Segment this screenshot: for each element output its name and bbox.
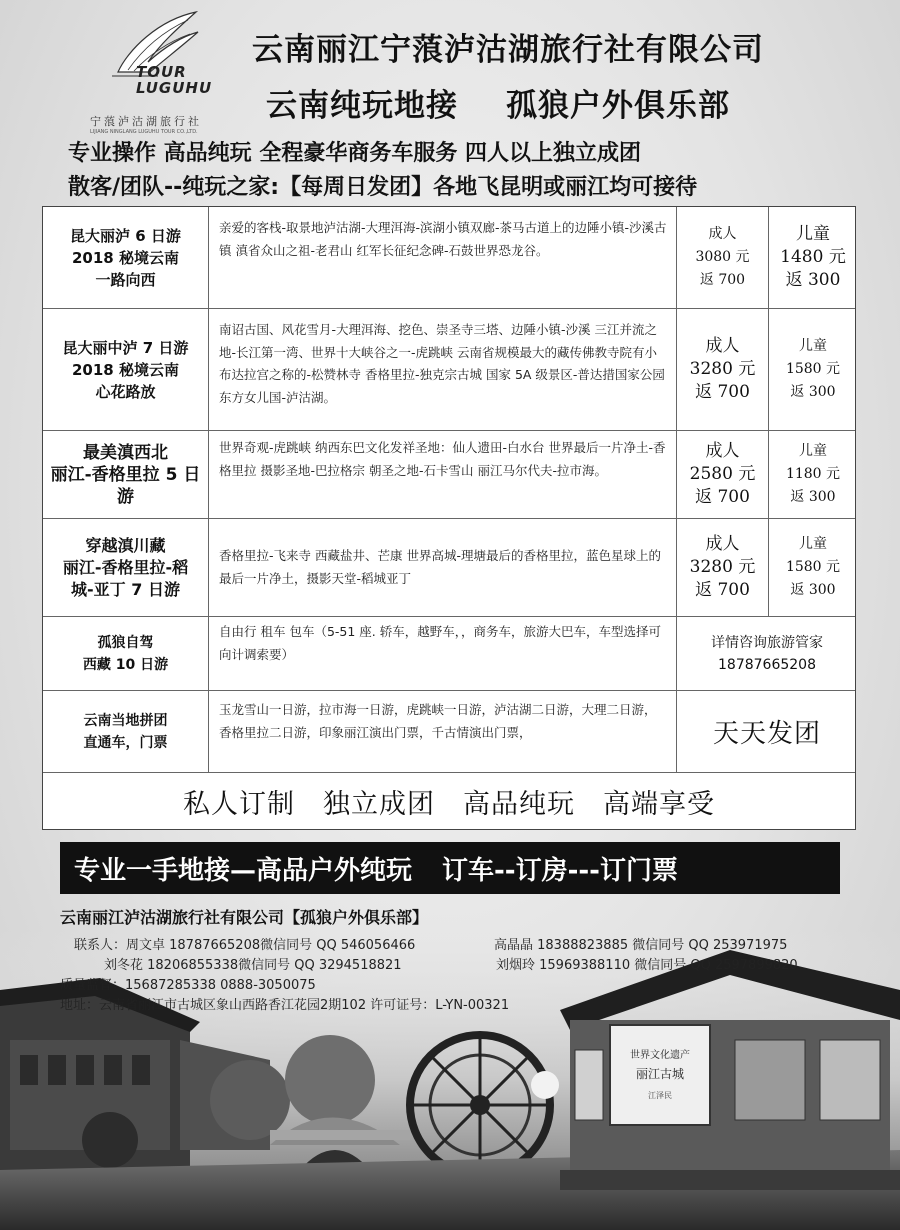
logo-brand bbox=[136, 64, 212, 96]
child-price: 儿童 1480 元 返 300 bbox=[780, 224, 846, 290]
quality-supervision: 质量监督：15687285338 0888-3050075 bbox=[60, 978, 316, 993]
address-license: 地址：云南省丽江市古城区象山西路香江花园2期102 许可证号：L-YN-00321 bbox=[60, 998, 510, 1013]
schedule-tagline: 散客/团队--纯玩之家:【每周日发团】各地飞昆明或丽江均可接待 bbox=[68, 175, 698, 200]
tour-description: 南诏古国、风花雪月-大理洱海、挖色、崇圣寺三塔、边陲小镇-沙溪 三江并流之地-长江第一湾、世界十大峡谷之一-虎跳峡 云南省规模最大的藏传佛教寺院有小布达拉宫之称的-松赞林寺 香格里拉-独克宗古城 国家 5A 级景区-普达措国家公园 东方女儿国-泸沽湖。 bbox=[209, 309, 677, 430]
subtitle-local: 云南纯玩地接 bbox=[266, 88, 458, 124]
slogan: 私人订制 bbox=[183, 788, 295, 820]
slogan: 高端享受 bbox=[603, 788, 715, 820]
company-logo bbox=[90, 10, 240, 135]
table-row bbox=[43, 309, 855, 431]
logo-brand-line-1: TOUR bbox=[136, 63, 187, 81]
company-name: 云南丽江泸沽湖旅行社有限公司【孤狼户外俱乐部】 bbox=[60, 908, 429, 927]
table-row bbox=[43, 519, 855, 617]
service-tagline: 专业操作 高品纯玩 全程豪华商务车服务 四人以上独立成团 bbox=[68, 141, 641, 166]
contact-gao: 高晶晶 18388823885 微信同号 QQ 253971975 bbox=[494, 938, 788, 953]
company-subtitle bbox=[266, 80, 730, 125]
tour-name: 昆大丽泸 6 日游 2018 秘境云南 一路向西 bbox=[43, 207, 209, 308]
tour-description: 自由行 租车 包车（5-51 座. 轿车，越野车，，商务车，旅游大巴车，车型选择可向计调索要） bbox=[209, 617, 677, 690]
logo-brand-line-2: LUGUHU bbox=[136, 79, 213, 97]
adult-price: 成人 3280 元 返 700 bbox=[677, 309, 769, 430]
adult-price: 成人 3080 元 返 700 bbox=[677, 207, 769, 308]
contact-liu-donghua: 刘冬花 18206855338微信同号 QQ 3294518821 bbox=[104, 958, 402, 973]
child-price: 儿童 1180 元 返 300 bbox=[785, 443, 841, 505]
tour-description: 香格里拉-飞来寺 西藏盐井、芒康 世界高城-理塘最后的香格里拉，蓝色星球上的最后一片净土，摄影天堂-稻城亚丁 bbox=[209, 519, 677, 616]
sign-author-text: 江泽民 bbox=[648, 1091, 672, 1100]
adult-price: 成人 2580 元 返 700 bbox=[677, 431, 769, 518]
logo-chinese: 宁蒗泸沽湖旅行社 bbox=[90, 115, 202, 128]
banner-text-b: 订车--订房---订门票 bbox=[442, 855, 678, 886]
tour-table bbox=[42, 206, 856, 830]
consult-contact: 详情咨询旅游管家 18787665208 bbox=[711, 634, 823, 673]
logo-english: LIJIANG NINGLANG LUGUHU TOUR CO.,LTD. bbox=[90, 129, 198, 135]
child-price: 儿童 1580 元 返 300 bbox=[785, 338, 841, 400]
slogan: 独立成团 bbox=[323, 788, 435, 820]
tour-description: 亲爱的客栈-取景地泸沽湖-大理洱海-滨湖小镇双廊-茶马古道上的边陲小镇-沙溪古镇 滇省众山之祖-老君山 红军长征纪念碑-石鼓世界恐龙谷。 bbox=[209, 207, 677, 308]
table-row bbox=[43, 431, 855, 519]
table-row bbox=[43, 691, 855, 773]
tour-description: 世界奇观-虎跳峡 纳西东巴文化发祥圣地：仙人遗田-白水台 世界最后一片净土-香格里拉 摄影圣地-巴拉格宗 朝圣之地-石卡雪山 丽江马尔代夫-拉市海。 bbox=[209, 431, 677, 518]
table-row bbox=[43, 207, 855, 309]
adult-price: 成人 3280 元 返 700 bbox=[677, 519, 769, 616]
subtitle-club: 孤狼户外俱乐部 bbox=[506, 88, 730, 124]
slogan-row bbox=[43, 773, 855, 829]
company-title: 云南丽江宁蒗泸沽湖旅行社有限公司 bbox=[252, 32, 764, 68]
contact-liu-yanling: 刘烟玲 15969388110 微信同号 QQ 2597899820 bbox=[496, 958, 798, 973]
slogan: 高品纯玩 bbox=[463, 788, 575, 820]
banner-text-a: 专业一手地接—高品户外纯玩 bbox=[74, 855, 413, 886]
sign-heritage-text: 世界文化遗产 bbox=[630, 1050, 690, 1061]
tour-name: 穿越滇川藏 丽江-香格里拉-稻 城-亚丁 7 日游 bbox=[43, 519, 209, 616]
tour-name: 孤狼自驾 西藏 10 日游 bbox=[43, 617, 209, 690]
tour-description: 玉龙雪山一日游，拉市海一日游，虎跳峡一日游，泸沽湖二日游，大理二日游，香格里拉二日游，印象丽江演出门票，千古情演出门票， bbox=[209, 691, 677, 772]
tour-name: 云南当地拼团 直通车，门票 bbox=[43, 691, 209, 772]
table-row bbox=[43, 617, 855, 691]
contact-zhou: 联系人：周文卓 18787665208微信同号 QQ 546056466 bbox=[74, 938, 416, 953]
daily-departure: 天天发团 bbox=[712, 719, 821, 749]
tour-name: 昆大丽中泸 7 日游 2018 秘境云南 心花路放 bbox=[43, 309, 209, 430]
tour-name: 最美滇西北 丽江-香格里拉 5 日 游 bbox=[43, 431, 209, 518]
child-price: 儿童 1580 元 返 300 bbox=[785, 536, 841, 598]
sign-town-text: 丽江古城 bbox=[635, 1067, 685, 1081]
service-banner bbox=[60, 842, 840, 894]
